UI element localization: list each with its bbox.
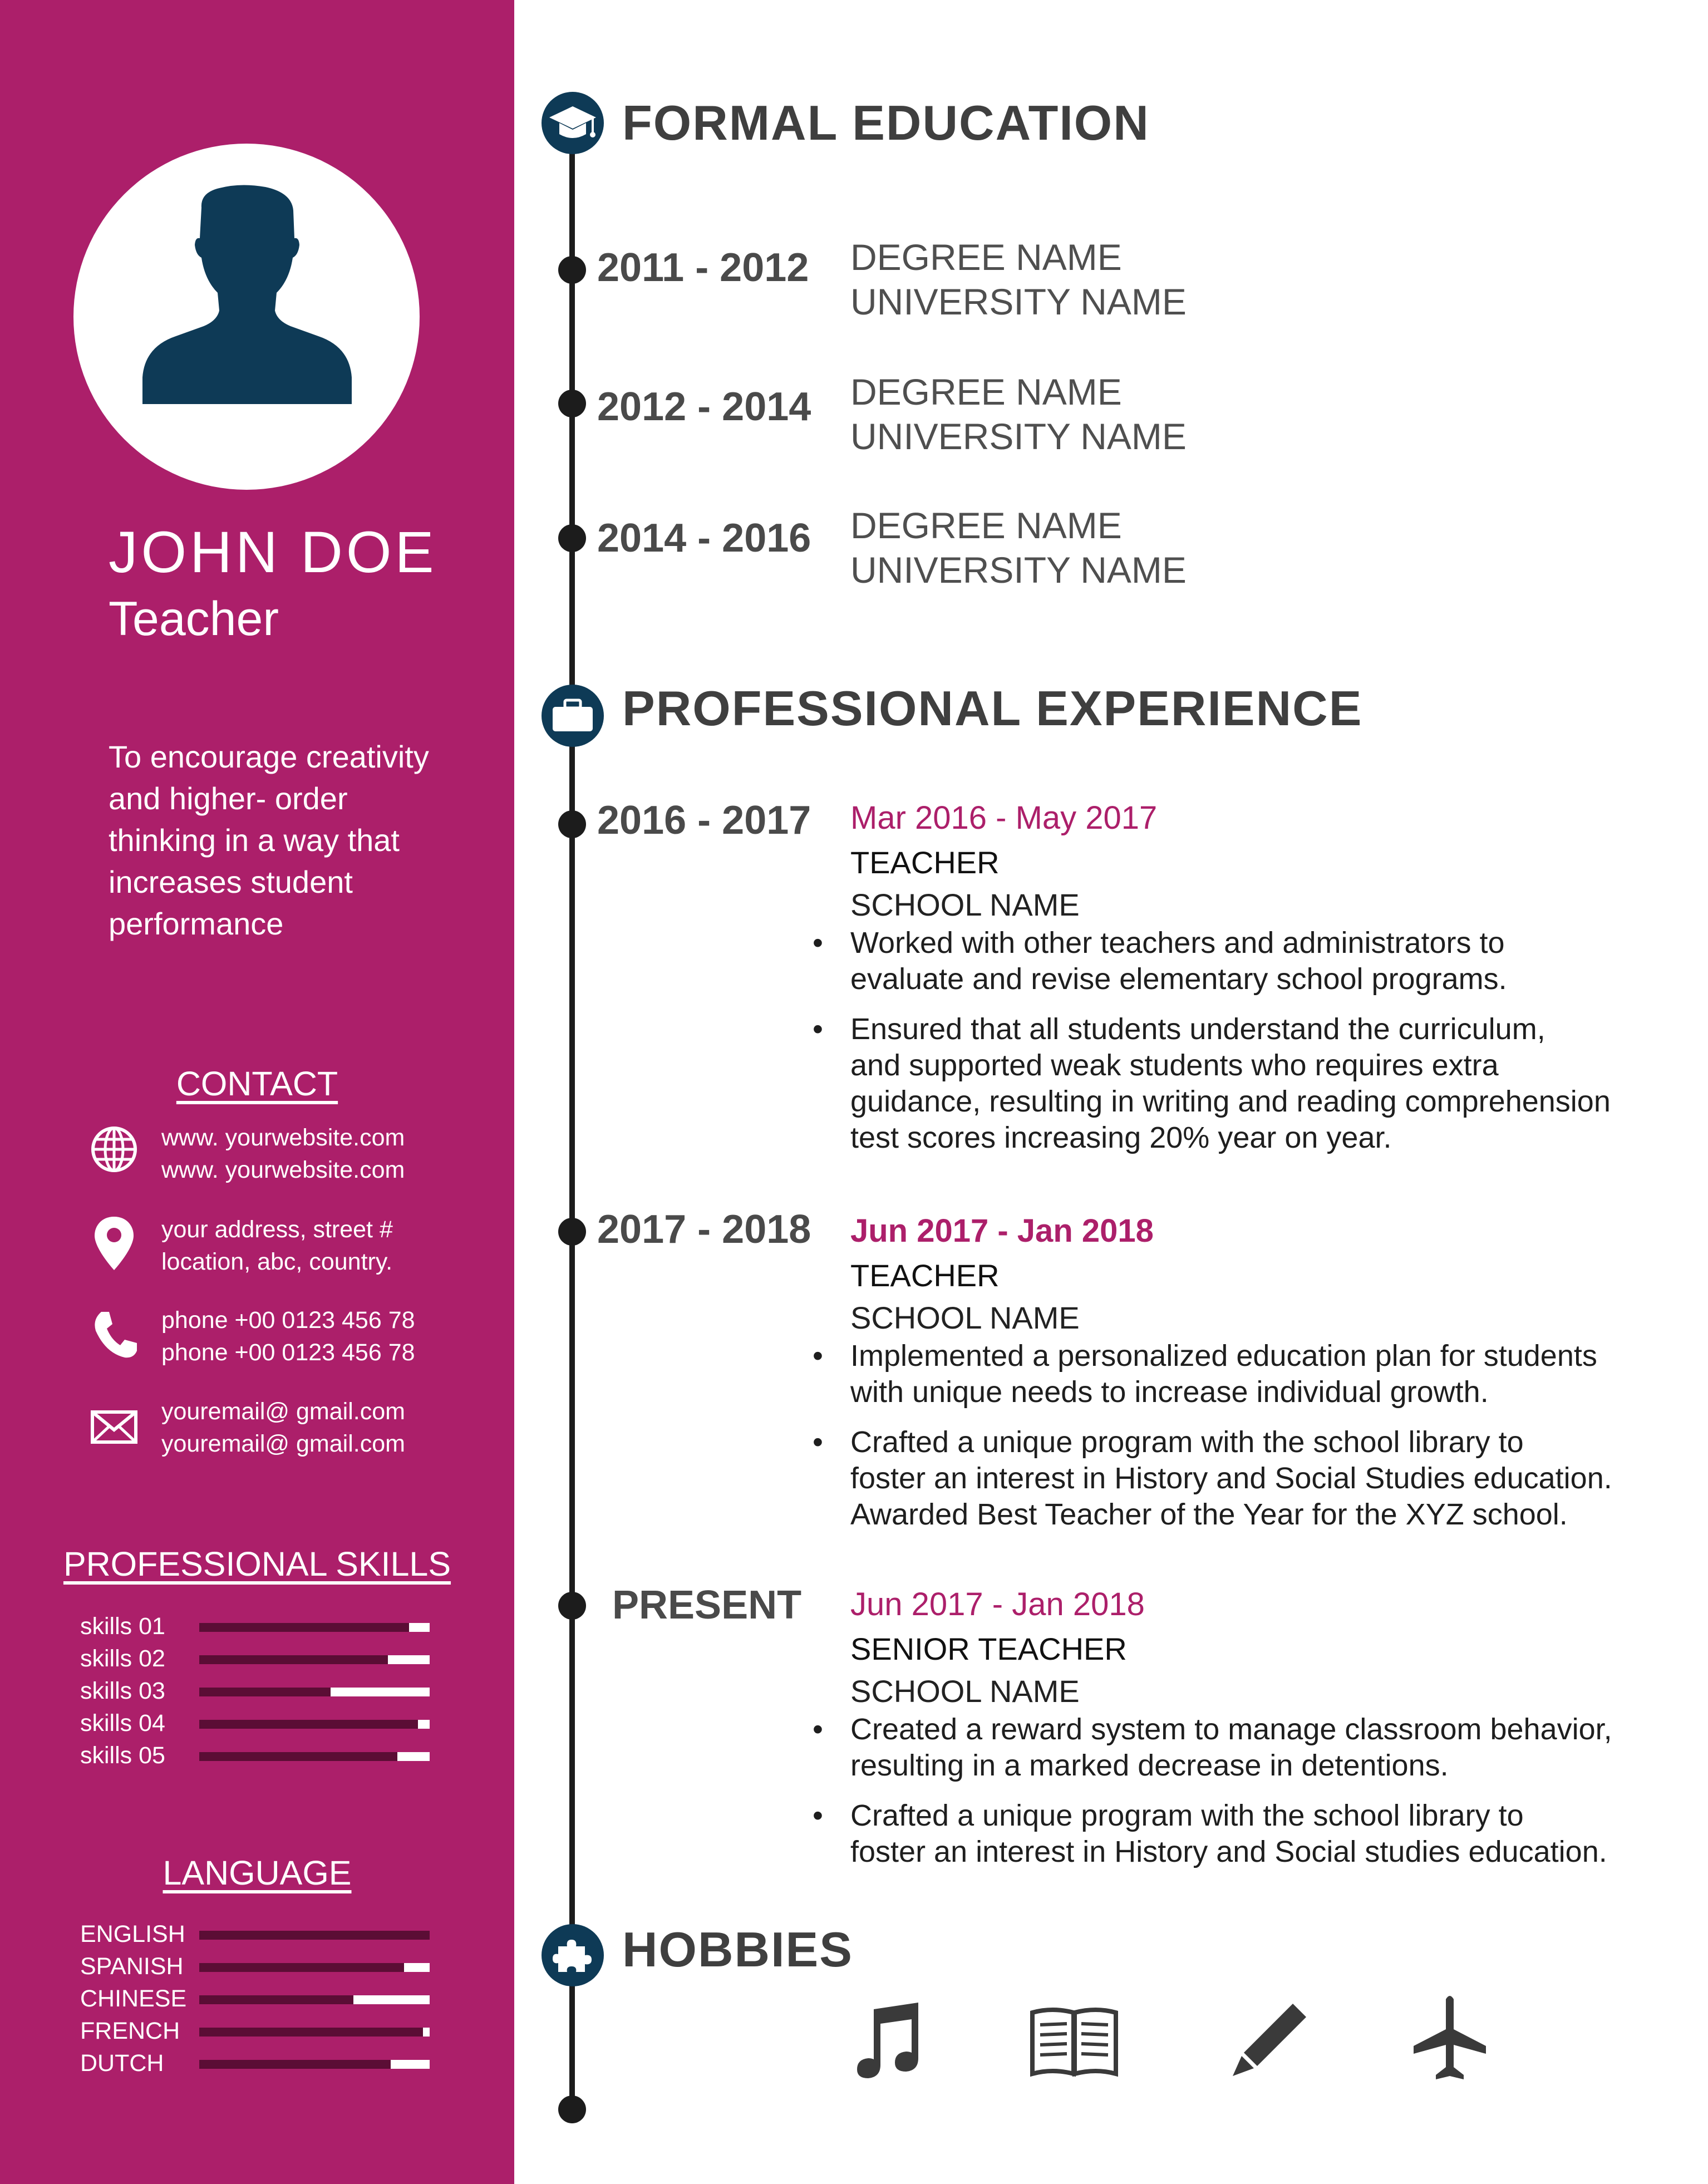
education-years: 2012 - 2014 <box>597 385 811 429</box>
language-bar <box>199 1931 430 1940</box>
sidebar <box>0 0 514 2184</box>
job-bullet <box>850 925 1696 997</box>
education-entry <box>850 235 1187 324</box>
timeline-dot <box>558 256 586 284</box>
education-years: 2011 - 2012 <box>597 245 809 290</box>
profile-name: JOHN DOE <box>109 520 437 585</box>
skill-bar <box>199 1688 430 1696</box>
job-bullets <box>850 925 1696 1156</box>
language-bar-fill <box>199 1931 430 1940</box>
skill-row <box>80 1707 431 1739</box>
skill-bar-fill <box>199 1688 331 1696</box>
job-bullets <box>850 1711 1696 1870</box>
job-dates: Jun 2017 - Jan 2018 <box>850 1213 1154 1249</box>
phone-line: phone +00 0123 456 78 <box>161 1307 415 1334</box>
job-bullet <box>850 1338 1696 1410</box>
language-bar-fill <box>199 1963 404 1972</box>
skill-label: skills 05 <box>80 1742 165 1769</box>
timeline-line <box>569 122 575 2109</box>
website-line[interactable]: www. yourwebsite.com <box>161 1124 405 1151</box>
skill-bar <box>199 1752 430 1761</box>
contact-address <box>89 1213 501 1286</box>
experience-section-icon <box>542 685 604 747</box>
avatar <box>73 144 420 490</box>
hobbies-title: HOBBIES <box>622 1922 853 1977</box>
education-section-icon <box>542 92 604 154</box>
university-name: UNIVERSITY NAME <box>850 416 1187 457</box>
skill-bar <box>199 1623 430 1632</box>
objective-text <box>109 736 498 945</box>
language-row <box>80 1950 431 1983</box>
language-label: ENGLISH <box>80 1921 185 1947</box>
globe-icon <box>89 1121 139 1183</box>
experience-years: 2016 - 2017 <box>597 798 811 843</box>
contact-email <box>89 1395 501 1468</box>
bullet-line: foster an interest in History and Social Studies education. <box>850 1462 1612 1495</box>
experience-title: PROFESSIONAL EXPERIENCE <box>622 681 1363 736</box>
objective-line: To encourage creativity <box>109 739 429 774</box>
address-line: location, abc, country. <box>161 1248 393 1275</box>
school-name: SCHOOL NAME <box>850 1674 1080 1709</box>
contact-heading: CONTACT <box>176 1065 338 1103</box>
bullet-line: • Worked with other teachers and administrators to <box>850 926 1505 960</box>
hobbies-section-icon <box>542 1924 604 1986</box>
skill-label: skills 03 <box>80 1678 165 1704</box>
language-label: SPANISH <box>80 1953 184 1980</box>
phone-icon <box>89 1304 139 1365</box>
timeline-dot <box>558 1218 586 1246</box>
skill-bar-fill <box>199 1720 418 1729</box>
language-bar-fill <box>199 2060 391 2069</box>
university-name: UNIVERSITY NAME <box>850 549 1187 591</box>
experience-entry <box>850 796 1696 1170</box>
skill-label: skills 01 <box>80 1613 165 1640</box>
bullet-line: • Implemented a personalized education plan for students <box>850 1339 1597 1373</box>
degree-name: DEGREE NAME <box>850 237 1122 278</box>
skill-bar-fill <box>199 1623 409 1632</box>
email-line[interactable]: youremail@ gmail.com <box>161 1430 405 1457</box>
language-row <box>80 1918 431 1950</box>
music-note-icon <box>840 1993 935 2087</box>
skills-heading: PROFESSIONAL SKILLS <box>63 1545 451 1583</box>
hobby-travel <box>1402 1993 1497 2087</box>
timeline-dot <box>558 1592 586 1620</box>
book-icon <box>1027 1993 1121 2087</box>
bullet-line: • Crafted a unique program with the school library to <box>850 1425 1524 1459</box>
bullet-line: with unique needs to increase individual growth. <box>850 1375 1489 1409</box>
bullet-line: guidance, resulting in writing and reading comprehension <box>850 1085 1611 1118</box>
language-label: FRENCH <box>80 2018 180 2044</box>
school-name: SCHOOL NAME <box>850 1300 1080 1335</box>
airplane-icon <box>1402 1993 1497 2087</box>
language-bar-fill <box>199 2028 423 2037</box>
bullet-line: and supported weak students who requires extra <box>850 1049 1499 1082</box>
hobby-music <box>840 1993 935 2087</box>
contact-phone <box>89 1304 501 1376</box>
school-name: SCHOOL NAME <box>850 887 1080 922</box>
graduation-cap-icon <box>542 92 604 154</box>
email-line[interactable]: youremail@ gmail.com <box>161 1398 405 1425</box>
experience-years: 2017 - 2018 <box>597 1207 811 1252</box>
job-title: TEACHER <box>850 1258 1000 1293</box>
job-bullet <box>850 1011 1696 1156</box>
hobby-writing <box>1222 1993 1316 2087</box>
skill-row <box>80 1642 431 1675</box>
envelope-icon <box>89 1395 139 1457</box>
location-pin-icon <box>89 1213 139 1275</box>
timeline-dot <box>558 390 586 417</box>
pencil-icon <box>1222 1993 1316 2087</box>
skill-bar <box>199 1655 430 1664</box>
skill-bar <box>199 1720 430 1729</box>
language-heading: LANGUAGE <box>163 1854 352 1892</box>
bullet-line: foster an interest in History and Social studies education. <box>850 1835 1607 1868</box>
language-row <box>80 2015 431 2047</box>
bullet-line: • Crafted a unique program with the school library to <box>850 1799 1524 1832</box>
experience-entry <box>850 1209 1696 1547</box>
language-bar <box>199 1995 430 2004</box>
bullet-line: evaluate and revise elementary school programs. <box>850 962 1507 996</box>
skill-bar-fill <box>199 1752 397 1761</box>
experience-years: PRESENT <box>612 1583 802 1627</box>
timeline-dot <box>558 810 586 838</box>
job-bullet <box>850 1711 1696 1784</box>
language-bar <box>199 1963 430 1972</box>
job-dates: Jun 2017 - Jan 2018 <box>850 1586 1145 1622</box>
profile-role: Teacher <box>109 592 279 646</box>
objective-line: and higher- order <box>109 781 348 816</box>
education-entry <box>850 503 1187 592</box>
objective-line: thinking in a way that <box>109 823 400 858</box>
degree-name: DEGREE NAME <box>850 505 1122 546</box>
education-title: FORMAL EDUCATION <box>622 95 1150 150</box>
language-row <box>80 1983 431 2015</box>
skill-label: skills 04 <box>80 1710 165 1737</box>
job-dates: Mar 2016 - May 2017 <box>850 800 1158 836</box>
objective-line: increases student <box>109 864 353 899</box>
timeline-end-dot <box>558 2096 586 2123</box>
hobby-reading <box>1027 1993 1121 2087</box>
person-silhouette-icon <box>73 144 420 490</box>
objective-line: performance <box>109 906 284 941</box>
briefcase-icon <box>542 685 604 747</box>
language-bar-fill <box>199 1995 353 2004</box>
education-years: 2014 - 2016 <box>597 516 811 560</box>
university-name: UNIVERSITY NAME <box>850 281 1187 322</box>
job-title: SENIOR TEACHER <box>850 1631 1127 1666</box>
skill-row <box>80 1675 431 1707</box>
puzzle-icon <box>542 1924 604 1986</box>
job-bullet <box>850 1424 1696 1533</box>
phone-line: phone +00 0123 456 78 <box>161 1339 415 1366</box>
language-label: CHINESE <box>80 1985 187 2012</box>
skill-label: skills 02 <box>80 1645 165 1672</box>
website-line[interactable]: www. yourwebsite.com <box>161 1157 405 1183</box>
education-entry <box>850 370 1187 459</box>
bullet-line: Awarded Best Teacher of the Year for the XYZ school. <box>850 1498 1568 1531</box>
language-bar <box>199 2028 430 2037</box>
skill-row <box>80 1610 431 1642</box>
language-label: DUTCH <box>80 2050 164 2077</box>
language-row <box>80 2047 431 2079</box>
bullet-line: • Ensured that all students understand the curriculum, <box>850 1012 1545 1046</box>
skill-row <box>80 1739 431 1772</box>
address-line: your address, street # <box>161 1216 393 1243</box>
degree-name: DEGREE NAME <box>850 371 1122 412</box>
job-bullets <box>850 1338 1696 1533</box>
contact-website <box>89 1121 501 1194</box>
bullet-line: resulting in a marked decrease in detentions. <box>850 1749 1449 1782</box>
bullet-line: • Created a reward system to manage classroom behavior, <box>850 1713 1612 1746</box>
experience-entry <box>850 1582 1696 1884</box>
skill-bar-fill <box>199 1655 388 1664</box>
bullet-line: test scores increasing 20% year on year. <box>850 1121 1392 1154</box>
job-title: TEACHER <box>850 845 1000 880</box>
language-bar <box>199 2060 430 2069</box>
job-bullet <box>850 1798 1696 1870</box>
timeline-dot <box>558 524 586 552</box>
